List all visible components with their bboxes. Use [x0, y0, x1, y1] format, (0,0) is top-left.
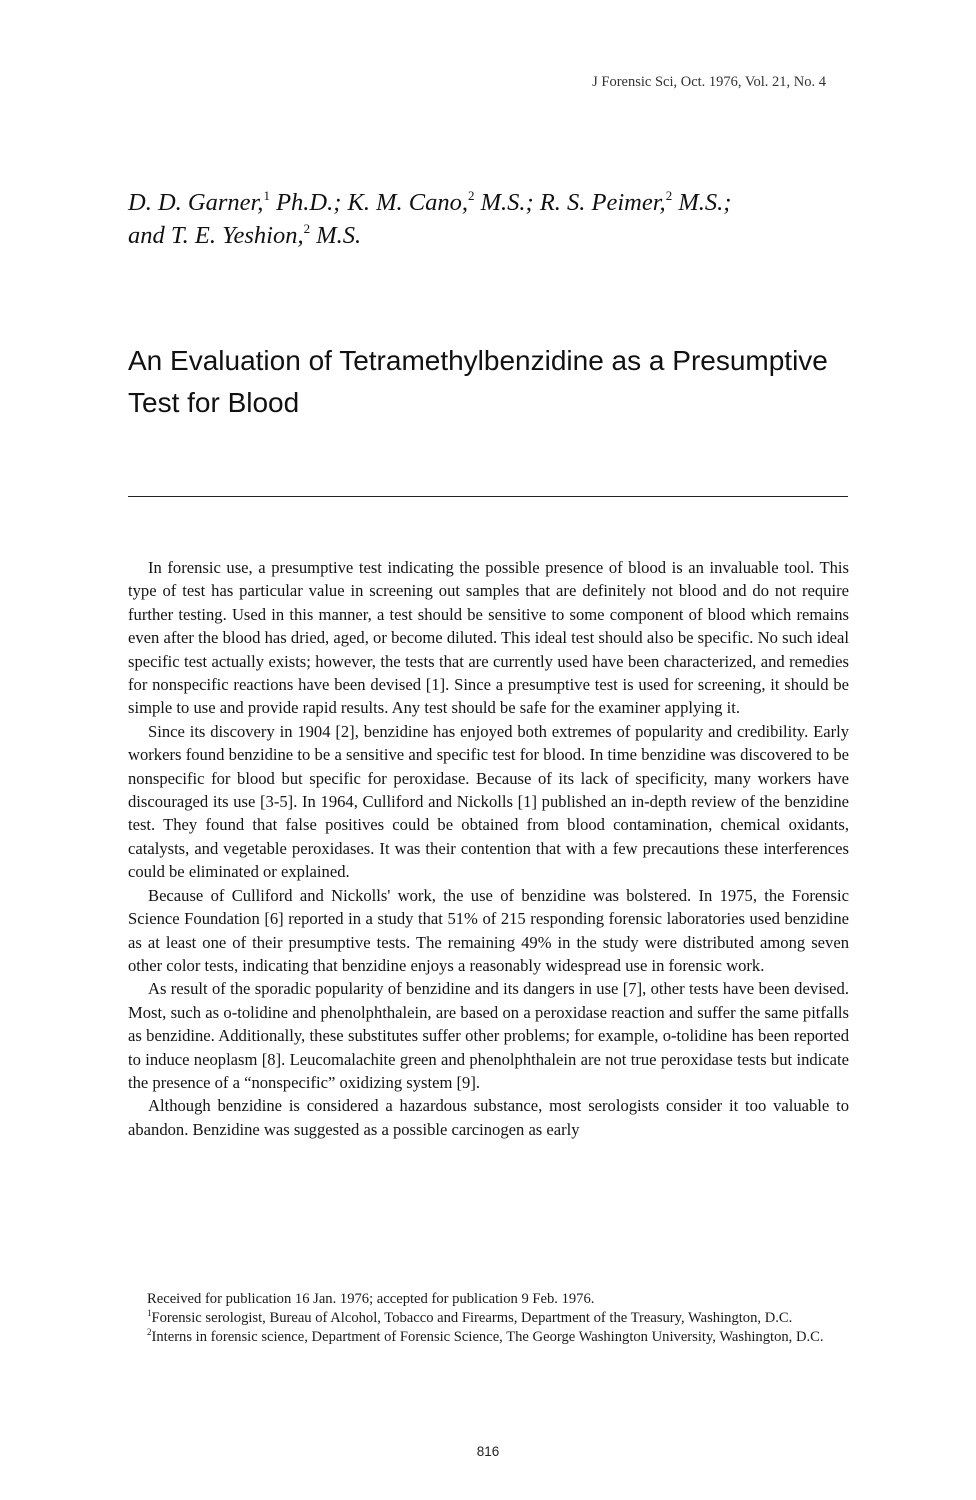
- footnote-mark: 2: [147, 1327, 152, 1337]
- journal-citation: J Forensic Sci, Oct. 1976, Vol. 21, No. 4: [592, 74, 826, 90]
- affiliation-mark: 1: [263, 188, 270, 203]
- body-paragraph: Because of Culliford and Nickolls' work, the use of benzidine was bolstered. In 1975, the Forensic Science Foundation [6] reported in a study that 51% of 215 responding forensic laboratories used benzidine as at least one of their presumptive tests. The remaining 49% in the study were distributed among seven other color tests, indicating that benzidine enjoys a reasonably widespread use in forensic work.: [128, 885, 849, 975]
- affiliation-mark: 2: [303, 221, 311, 236]
- affiliation-mark: 2: [665, 188, 673, 203]
- page-number: 816: [476, 1444, 500, 1459]
- body-paragraph: Although benzidine is considered a hazardous substance, most serologists consider it too valuable to abandon. Benzidine was suggested as a possible carcinogen as early: [128, 1096, 849, 1139]
- author-degree: M.S.: [310, 222, 362, 249]
- body-paragraph: As result of the sporadic popularity of benzidine and its dangers in use [7], other tests have been devised. Most, such as o-tolidine and phenolphthalein, are based on a peroxidase reaction and suffer the same pitfalls as benzidine. Additionally, these substitutes suffer other problems; for example, o-tolidine has been reported to induce neoplasm [8]. Leucomalachite green and phenolphthalein are not true peroxidase tests but indicate the presence of a “nonspecific” oxidizing system [9].: [128, 979, 849, 1092]
- footnote-mark: 1: [147, 1308, 152, 1318]
- author-name: D. D. Garner,: [128, 189, 264, 216]
- paper-title: An Evaluation of Tetramethylbenzidine as a Presumptive Test for Blood: [128, 345, 828, 418]
- footnote-1: [128, 1309, 849, 1328]
- author-list: [128, 186, 858, 252]
- footnote-text: Interns in forensic science, Department of Forensic Science, The George Washington University, Washington, D.C.: [151, 1329, 824, 1345]
- body-paragraph: Since its discovery in 1904 [2], benzidine has enjoyed both extremes of popularity and credibility. Early workers found benzidine to be a sensitive and specific test for blood. In time benzidine was discovered to be nonspecific for blood but specific for peroxidase. Because of its lack of specificity, many workers have discouraged its use [3-5]. In 1964, Culliford and Nickolls [1] published an in-depth review of the benzidine test. They found that false positives could be obtained from blood contamination, chemical oxidants, catalysts, and vegetable peroxidases. It was their contention that with a few precautions these interferences could be eliminated or explained.: [128, 721, 849, 882]
- author-degree: Ph.D.;: [269, 189, 348, 216]
- author-name: R. S. Peimer,: [539, 189, 666, 216]
- body-paragraph: In forensic use, a presumptive test indicating the possible presence of blood is an invaluable tool. This type of test has particular value in screening out samples that are definitely not blood and do not require further testing. Used in this manner, a test should be sensitive to some component of blood which remains even after the blood has dried, aged, or become diluted. This ideal test should also be specific. No such ideal specific test actually exists; however, the tests that are currently used have been characterized, and remedies for nonspecific reactions have been devised [1]. Since a presumptive test is used for screening, it should be simple to use and provide rapid results. Any test should be safe for the examiner applying it.: [128, 558, 849, 718]
- affiliation-mark: 2: [467, 188, 475, 203]
- author-degree: M.S.;: [474, 189, 540, 216]
- title-divider: [128, 496, 848, 497]
- author-degree: M.S.;: [672, 189, 732, 216]
- author-name: and T. E. Yeshion,: [128, 222, 304, 249]
- footnotes: [128, 1290, 849, 1347]
- footnote-text: Forensic serologist, Bureau of Alcohol, Tobacco and Firearms, Department of the Treasury, Washington, D.C.: [151, 1310, 793, 1326]
- footnote-2: [128, 1328, 849, 1347]
- received-note: Received for publication 16 Jan. 1976; accepted for publication 9 Feb. 1976.: [147, 1291, 595, 1307]
- author-name: K. M. Cano,: [347, 189, 468, 216]
- body-text: [128, 556, 849, 1141]
